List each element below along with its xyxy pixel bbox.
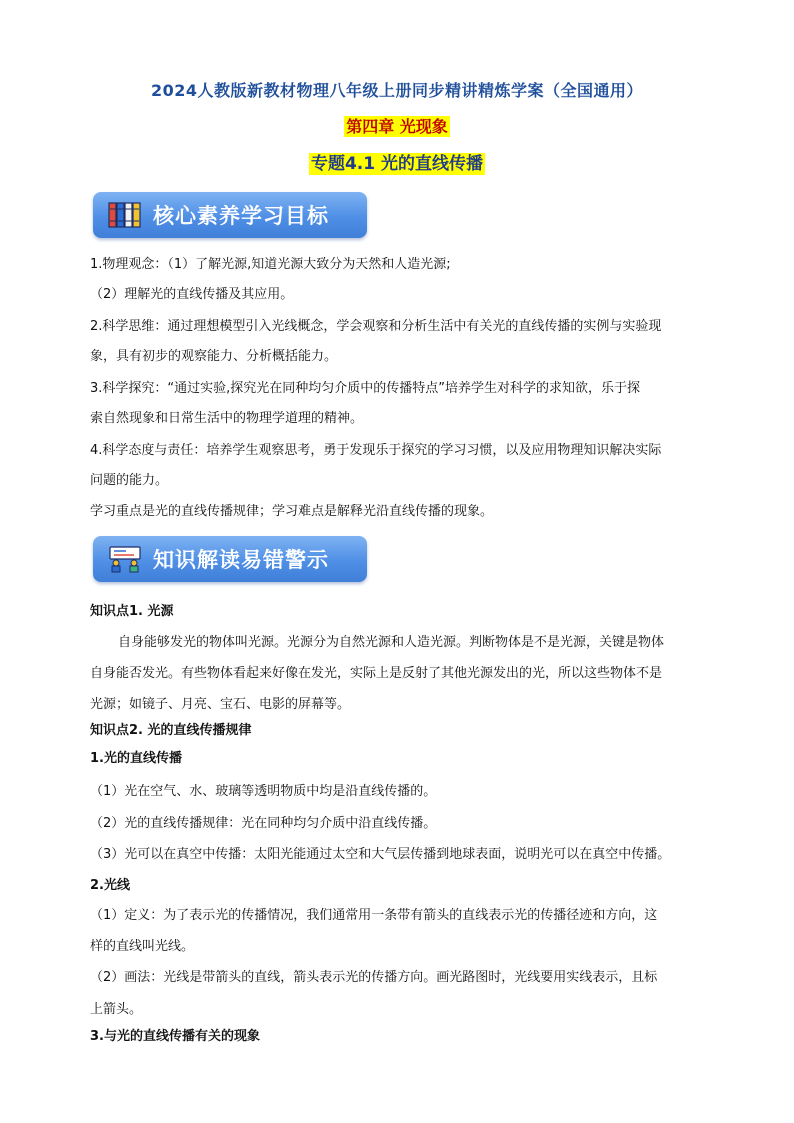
knowledge-point-title: 知识点1. 光源 [90, 604, 174, 619]
key-points-line: 学习重点是光的直线传播规律；学习难点是解释光沿直线传播的现象。 [90, 504, 494, 519]
people-board-icon [108, 545, 142, 573]
paragraph-line: 自身能够发光的物体叫光源。光源分为自然光源和人造光源。判断物体是不是光源，关键是物体 [118, 635, 665, 650]
goal-line: 4.科学态度与责任：培养学生观察思考，勇于发现乐于探究的学习习惯，以及应用物理知识解决实际 [90, 443, 662, 458]
chapter-heading [0, 114, 794, 137]
goal-line: 2.科学思维：通过理想模型引入光线概念，学会观察和分析生活中有关光的直线传播的实例与实验现 [90, 319, 662, 334]
list-item: 样的直线叫光线。 [90, 939, 195, 954]
subsection-title: 1.光的直线传播 [90, 751, 182, 766]
knowledge-point-title: 知识点2. 光的直线传播规律 [90, 723, 252, 738]
section-banner-knowledge [93, 536, 367, 582]
goal-line: 问题的能力。 [90, 473, 169, 488]
goal-line: 索自然现象和日常生活中的物理学道理的精神。 [90, 411, 364, 426]
list-item: （1）定义：为了表示光的传播情况，我们通常用一条带有箭头的直线表示光的传播径迹和方向，这 [90, 908, 658, 923]
paragraph-line: 自身能否发光。有些物体看起来好像在发光，实际上是反射了其他光源发出的光，所以这些物体不是 [90, 666, 663, 681]
list-item: （3）光可以在真空中传播：太阳光能通过太空和大气层传播到地球表面，说明光可以在真空中传播。 [90, 847, 671, 862]
goal-line: 象，具有初步的观察能力、分析概括能力。 [90, 349, 338, 364]
paragraph-line: 光源；如镜子、月亮、宝石、电影的屏幕等。 [90, 697, 351, 712]
list-item: （2）画法：光线是带箭头的直线，箭头表示光的传播方向。画光路图时，光线要用实线表示，且标 [90, 970, 658, 985]
goal-line: （2）理解光的直线传播及其应用。 [90, 287, 294, 302]
goal-line: 3.科学探究：“通过实验,探究光在同种均匀介质中的传播特点”培养学生对科学的求知欲，乐于探 [90, 381, 641, 396]
section-banner-label: 核心素养学习目标 [153, 204, 329, 228]
list-item: 上箭头。 [90, 1002, 143, 1017]
topic-heading [0, 149, 794, 174]
subsection-title: 3.与光的直线传播有关的现象 [90, 1029, 260, 1044]
chapter-label: 第四章 光现象 [346, 117, 448, 136]
section-banner-label: 知识解读易错警示 [153, 548, 329, 572]
list-item: （1）光在空气、水、玻璃等透明物质中均是沿直线传播的。 [90, 784, 437, 799]
list-item: （2）光的直线传播规律：光在同种均匀介质中沿直线传播。 [90, 816, 437, 831]
document-title: 2024人教版新教材物理八年级上册同步精讲精炼学案（全国通用） [150, 81, 644, 100]
books-icon [108, 201, 142, 229]
section-banner-goals [93, 192, 367, 238]
topic-label: 专题4.1 光的直线传播 [310, 154, 484, 174]
subsection-title: 2.光线 [90, 878, 130, 893]
goal-line: 1.物理观念：（1）了解光源,知道光源大致分为天然和人造光源; [90, 257, 451, 272]
